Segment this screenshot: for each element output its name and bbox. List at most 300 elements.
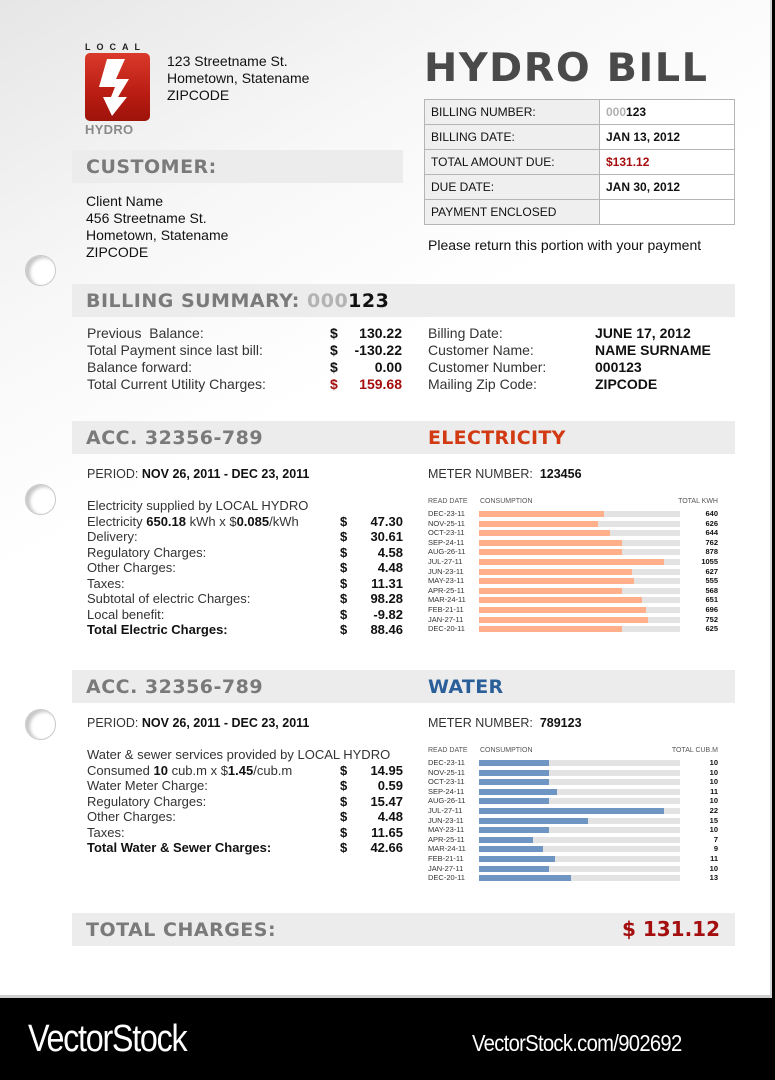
consumption-track <box>479 779 680 785</box>
charge-label: Subtotal of electric Charges: <box>87 591 251 606</box>
period-label: PERIOD: <box>87 467 139 481</box>
read-date: JAN-27-11 <box>428 863 464 873</box>
consumption-track <box>479 530 680 536</box>
consumption-value: 644 <box>705 528 718 538</box>
company-address-line: 123 Streetname St. <box>167 53 288 69</box>
usage-pre: Electricity <box>87 513 147 529</box>
consumption-track <box>479 866 680 872</box>
amount: -130.22 <box>354 342 402 358</box>
read-date: JAN-27-11 <box>428 614 464 624</box>
consumption-bar <box>479 866 549 872</box>
usage-text <box>87 763 292 778</box>
total-payment-value <box>330 342 402 359</box>
amount: 4.58 <box>377 544 403 560</box>
consumption-bar <box>479 827 549 833</box>
read-date: MAY-23-11 <box>428 825 465 835</box>
consumption-bar <box>479 770 549 776</box>
currency-symbol: $ <box>340 544 348 560</box>
charge-row <box>87 763 403 779</box>
amount: 15.47 <box>370 793 403 809</box>
chart-row <box>428 844 718 854</box>
charge-label: Other Charges: <box>87 809 176 824</box>
charge-row <box>87 809 403 825</box>
read-date: FEB-21-11 <box>428 604 464 614</box>
consumption-bar <box>479 549 622 555</box>
read-date: MAY-23-11 <box>428 576 465 586</box>
consumption-track <box>479 808 680 814</box>
consumption-bar <box>479 569 632 575</box>
chart-row <box>428 567 718 577</box>
consumption-value: 11 <box>710 853 718 863</box>
summary-info-values <box>595 325 711 393</box>
consumption-value: 9 <box>713 844 718 854</box>
chart-row <box>428 615 718 625</box>
amount: 11.31 <box>371 575 403 591</box>
consumption-value: 10 <box>709 863 718 873</box>
amount: 159.68 <box>359 376 402 392</box>
charge-total-row <box>87 622 403 638</box>
read-date: NOV-25-11 <box>428 518 465 528</box>
customer-number-value: 000123 <box>595 359 642 375</box>
chart-row <box>428 768 718 778</box>
meter-value: 123456 <box>539 467 582 481</box>
usage-qty: 650.18 <box>146 513 186 529</box>
consumption-value: 762 <box>705 537 718 547</box>
amount: 4.48 <box>377 809 403 824</box>
consumption-track <box>479 588 680 594</box>
amount: 4.48 <box>377 560 403 575</box>
consumption-track <box>479 827 680 833</box>
consumption-value: 555 <box>705 576 718 586</box>
consumption-track <box>479 626 680 632</box>
consumption-track <box>479 760 680 766</box>
charge-row <box>87 576 403 592</box>
amount: 14.95 <box>370 762 403 778</box>
customer-name: Client Name <box>86 193 164 209</box>
consumption-value: 627 <box>705 566 718 576</box>
balance-forward-value <box>330 359 402 376</box>
consumption-track <box>479 617 680 623</box>
consumption-header: CONSUMPTION <box>480 498 533 505</box>
intro-text: Water & sewer services provided by LOCAL HYDRO <box>87 747 391 762</box>
consumption-track <box>479 607 680 613</box>
read-date: MAR-24-11 <box>428 595 466 605</box>
consumption-value: 10 <box>709 758 718 767</box>
meter-label: METER NUMBER: <box>428 716 533 730</box>
currency-symbol: $ <box>340 840 348 855</box>
total-charges-label: TOTAL CHARGES: <box>86 919 277 941</box>
read-date: AUG-26-11 <box>428 796 466 806</box>
currency-symbol: $ <box>330 359 338 375</box>
read-date-header: READ DATE <box>428 498 468 505</box>
summary-billing-date-value: JUNE 17, 2012 <box>595 325 691 341</box>
read-date-header: READ DATE <box>428 747 468 754</box>
chart-row <box>428 605 718 615</box>
consumption-value: 626 <box>705 518 718 528</box>
period-value: NOV 26, 2011 - DEC 23, 2011 <box>141 467 310 481</box>
consumption-value: 11 <box>710 786 718 796</box>
chart-header <box>428 747 718 758</box>
consumption-track <box>479 597 680 603</box>
table-row <box>425 200 735 225</box>
consumption-value: 10 <box>709 767 718 777</box>
billing-number-value <box>600 100 735 125</box>
read-date: APR-25-11 <box>428 834 465 844</box>
billing-info-table <box>424 99 735 225</box>
summary-labels <box>87 325 266 393</box>
consumption-bar <box>479 578 634 584</box>
consumption-track <box>479 798 680 804</box>
logo-local-text: LOCAL <box>85 42 146 52</box>
chart-row <box>428 519 718 529</box>
currency-symbol: $ <box>340 513 348 529</box>
total-amount-due-label: TOTAL AMOUNT DUE: <box>425 150 600 175</box>
consumption-bar <box>479 818 588 824</box>
summary-info-labels <box>428 325 546 393</box>
chart-row <box>428 576 718 586</box>
charge-label: Regulatory Charges: <box>87 793 207 809</box>
read-date: JUN-23-11 <box>428 566 464 576</box>
consumption-value: 22 <box>709 805 718 815</box>
customer-number-label: Customer Number: <box>428 359 547 375</box>
summary-billing-date-label: Billing Date: <box>428 325 503 341</box>
amount: 130.22 <box>359 325 402 341</box>
meter-value: 789123 <box>539 716 582 730</box>
charge-label: Total Electric Charges: <box>87 622 228 637</box>
consumption-track <box>479 549 680 555</box>
lightning-logo-icon <box>85 53 150 121</box>
chart-row <box>428 528 718 538</box>
currency-symbol: $ <box>330 342 338 358</box>
read-date: DEC-20-11 <box>428 873 465 883</box>
table-row <box>425 125 735 150</box>
billing-date-label: BILLING DATE: <box>425 125 600 150</box>
customer-heading: CUSTOMER: <box>86 156 217 178</box>
balance-forward-label: Balance forward: <box>87 359 193 375</box>
read-date: SEP-24-11 <box>428 786 465 796</box>
charge-label: Local benefit: <box>87 606 165 622</box>
currency-symbol: $ <box>340 778 348 793</box>
consumption-bar <box>479 856 555 862</box>
charge-label: Total Water & Sewer Charges: <box>87 840 272 855</box>
consumption-bar <box>479 511 604 517</box>
amount: 47.30 <box>370 513 403 529</box>
charge-label: Taxes: <box>87 824 125 840</box>
billing-number-label: BILLING NUMBER: <box>425 100 600 125</box>
currency-symbol: $ <box>340 591 348 606</box>
consumption-value: 752 <box>705 614 718 624</box>
chart-row <box>428 806 718 816</box>
consumption-header: CONSUMPTION <box>480 747 533 754</box>
company-address-line: Hometown, Statename <box>167 70 310 86</box>
charge-row <box>87 825 403 841</box>
total-charges-amount: $ 131.12 <box>621 917 720 941</box>
charge-row <box>87 794 403 810</box>
charge-label: Delivery: <box>87 529 138 544</box>
amount: 88.46 <box>370 622 403 637</box>
consumption-track <box>479 818 680 824</box>
chart-row <box>428 624 718 634</box>
water-service-title: WATER <box>428 676 504 698</box>
logo-hydro-text: HYDRO <box>85 122 134 137</box>
water-intro <box>87 747 403 763</box>
charge-row <box>87 560 403 576</box>
charge-label: Other Charges: <box>87 560 176 575</box>
consumption-value: 13 <box>709 873 718 883</box>
usage-post: /kWh <box>269 513 299 529</box>
due-date-label: DUE DATE: <box>425 175 600 200</box>
chart-row <box>428 547 718 557</box>
chart-row <box>428 787 718 797</box>
customer-name-label: Customer Name: <box>428 342 534 358</box>
billing-summary-number-prefix: 000 <box>307 290 349 312</box>
read-date: SEP-24-11 <box>428 537 465 547</box>
read-date: APR-25-11 <box>428 585 465 595</box>
meter-label: METER NUMBER: <box>428 467 533 481</box>
electricity-meter <box>428 467 582 481</box>
chart-row <box>428 835 718 845</box>
consumption-bar <box>479 530 610 536</box>
consumption-track <box>479 578 680 584</box>
usage-mid: kWh x $ <box>186 513 237 529</box>
summary-amounts <box>330 325 402 393</box>
consumption-bar <box>479 846 543 852</box>
charge-row <box>87 529 403 545</box>
chart-row <box>428 777 718 787</box>
usage-text <box>87 514 299 529</box>
water-charges <box>87 747 403 856</box>
charge-label: Water Meter Charge: <box>87 778 208 793</box>
consumption-value: 651 <box>705 595 718 605</box>
charge-row <box>87 545 403 561</box>
period-label: PERIOD: <box>87 716 139 730</box>
chart-row <box>428 825 718 835</box>
chart-row <box>428 586 718 596</box>
read-date: JUL-27-11 <box>428 805 463 815</box>
consumption-bar <box>479 798 549 804</box>
charge-label: Taxes: <box>87 575 125 591</box>
chart-row <box>428 557 718 567</box>
customer-address-line: 456 Streetname St. <box>86 210 207 226</box>
consumption-bar <box>479 597 642 603</box>
read-date: JUN-23-11 <box>428 815 464 825</box>
chart-rows <box>428 758 718 883</box>
water-account-number: ACC. 32356-789 <box>86 676 264 698</box>
return-note: Please return this portion with your payment <box>428 237 702 253</box>
amount: 0.59 <box>377 778 403 793</box>
usage-mid: cub.m x $ <box>167 762 228 778</box>
consumption-value: 1055 <box>701 556 718 566</box>
intro-text: Electricity supplied by LOCAL HYDRO <box>87 498 309 513</box>
vectorstock-reference: VectorStock.com/902692 <box>472 1030 682 1056</box>
electricity-account-number: ACC. 32356-789 <box>86 427 264 449</box>
customer-name-value: NAME SURNAME <box>595 342 711 358</box>
usage-pre: Consumed <box>87 762 154 778</box>
vectorstock-brand: VectorStock <box>28 1018 187 1060</box>
amount: -9.82 <box>373 606 403 622</box>
chart-header <box>428 498 718 509</box>
binder-hole-icon <box>25 484 56 515</box>
consumption-bar <box>479 559 664 565</box>
consumption-track <box>479 521 680 527</box>
billing-summary-label: BILLING SUMMARY: <box>86 290 300 312</box>
consumption-bar <box>479 617 648 623</box>
mailing-zip-value: ZIPCODE <box>595 376 658 392</box>
chart-row <box>428 509 718 519</box>
read-date: DEC-23-11 <box>428 509 465 518</box>
table-row <box>425 150 735 175</box>
previous-balance-value <box>330 325 402 342</box>
chart-rows <box>428 509 718 634</box>
billing-date-value: JAN 13, 2012 <box>600 125 735 150</box>
currency-symbol: $ <box>340 762 348 778</box>
usage-post: /cub.m <box>253 762 293 778</box>
consumption-bar <box>479 779 549 785</box>
read-date: DEC-20-11 <box>428 624 465 634</box>
currency-symbol: $ <box>340 575 348 591</box>
amount: 30.61 <box>370 529 403 544</box>
consumption-bar <box>479 607 646 613</box>
consumption-value: 568 <box>705 585 718 595</box>
usage-qty: 10 <box>153 762 168 778</box>
read-date: MAR-24-11 <box>428 844 466 854</box>
currency-symbol: $ <box>340 809 348 824</box>
consumption-value: 696 <box>705 604 718 614</box>
previous-balance-label: Previous Balance: <box>87 325 204 341</box>
period-value: NOV 26, 2011 - DEC 23, 2011 <box>141 716 310 730</box>
chart-row <box>428 758 718 768</box>
company-address-line: ZIPCODE <box>167 87 230 103</box>
consumption-track <box>479 559 680 565</box>
electricity-charges <box>87 498 403 638</box>
read-date: OCT-23-11 <box>428 528 465 538</box>
chart-row <box>428 816 718 826</box>
consumption-bar <box>479 521 598 527</box>
consumption-value: 15 <box>709 815 718 825</box>
consumption-bar <box>479 588 622 594</box>
total-payment-label: Total Payment since last bill: <box>87 342 263 358</box>
consumption-value: 10 <box>709 825 718 835</box>
currency-symbol: $ <box>340 824 348 840</box>
electricity-consumption-chart <box>428 498 718 634</box>
consumption-track <box>479 837 680 843</box>
consumption-bar <box>479 626 622 632</box>
currency-symbol: $ <box>340 529 348 544</box>
consumption-value: 7 <box>713 834 718 844</box>
consumption-value: 10 <box>709 777 718 787</box>
read-date: JUL-27-11 <box>428 556 463 566</box>
currency-symbol: $ <box>330 376 338 392</box>
mailing-zip-label: Mailing Zip Code: <box>428 376 537 392</box>
read-date: NOV-25-11 <box>428 767 465 777</box>
read-date: DEC-23-11 <box>428 758 465 767</box>
billing-summary-number: 123 <box>348 290 390 312</box>
electricity-period <box>87 467 309 481</box>
binder-hole-icon <box>25 255 56 286</box>
charge-row <box>87 778 403 794</box>
chart-row <box>428 796 718 806</box>
amount: 0.00 <box>374 359 402 375</box>
table-row <box>425 100 735 125</box>
electricity-service-title: ELECTRICITY <box>428 427 566 449</box>
water-period <box>87 716 309 730</box>
consumption-track <box>479 846 680 852</box>
customer-address-line: Hometown, Statename <box>86 227 229 243</box>
amount: 42.66 <box>370 840 403 855</box>
consumption-track <box>479 875 680 881</box>
currency-symbol: $ <box>340 622 348 637</box>
usage-rate: 1.45 <box>227 762 254 778</box>
billing-number-prefix: 000 <box>606 105 627 119</box>
consumption-value: 10 <box>709 796 718 806</box>
consumption-value: 878 <box>705 547 718 557</box>
consumption-track <box>479 770 680 776</box>
chart-row <box>428 595 718 605</box>
water-consumption-chart <box>428 747 718 883</box>
amount: 98.28 <box>370 591 403 606</box>
read-date: FEB-21-11 <box>428 853 464 863</box>
customer-address-line: ZIPCODE <box>86 244 149 260</box>
chart-row <box>428 854 718 864</box>
table-row <box>425 175 735 200</box>
customer-address <box>86 193 228 261</box>
consumption-bar <box>479 808 664 814</box>
company-address <box>167 53 309 104</box>
charge-total-row <box>87 840 403 856</box>
consumption-value: 625 <box>705 624 718 634</box>
consumption-bar <box>479 789 557 795</box>
read-date: AUG-26-11 <box>428 547 466 557</box>
current-charges-label: Total Current Utility Charges: <box>87 376 266 392</box>
currency-symbol: $ <box>340 606 348 622</box>
electricity-intro <box>87 498 403 514</box>
due-date-value: JAN 30, 2012 <box>600 175 735 200</box>
consumption-bar <box>479 760 549 766</box>
charge-row <box>87 591 403 607</box>
consumption-bar <box>479 875 571 881</box>
charge-row <box>87 607 403 623</box>
chart-row <box>428 538 718 548</box>
chart-row <box>428 864 718 874</box>
consumption-track <box>479 569 680 575</box>
payment-enclosed-label: PAYMENT ENCLOSED <box>425 200 600 225</box>
total-header: TOTAL CUB.M <box>671 747 718 754</box>
amount: 11.65 <box>371 824 403 840</box>
consumption-value: 640 <box>705 509 718 518</box>
charge-row <box>87 514 403 530</box>
consumption-track <box>479 511 680 517</box>
consumption-bar <box>479 837 533 843</box>
currency-symbol: $ <box>340 793 348 809</box>
currency-symbol: $ <box>330 325 338 341</box>
payment-enclosed-field[interactable] <box>600 200 735 225</box>
bill-title: HYDRO BILL <box>424 46 709 91</box>
billing-number: 123 <box>626 105 647 119</box>
total-header: TOTAL KWH <box>678 498 718 505</box>
usage-rate: 0.085 <box>236 513 270 529</box>
binder-hole-icon <box>25 709 56 740</box>
consumption-track <box>479 540 680 546</box>
water-meter <box>428 716 582 730</box>
current-charges-value <box>330 376 402 393</box>
consumption-bar <box>479 540 622 546</box>
total-amount-due-value: $131.12 <box>600 150 735 175</box>
chart-row <box>428 873 718 883</box>
consumption-track <box>479 856 680 862</box>
currency-symbol: $ <box>340 560 348 575</box>
read-date: OCT-23-11 <box>428 777 465 787</box>
consumption-track <box>479 789 680 795</box>
